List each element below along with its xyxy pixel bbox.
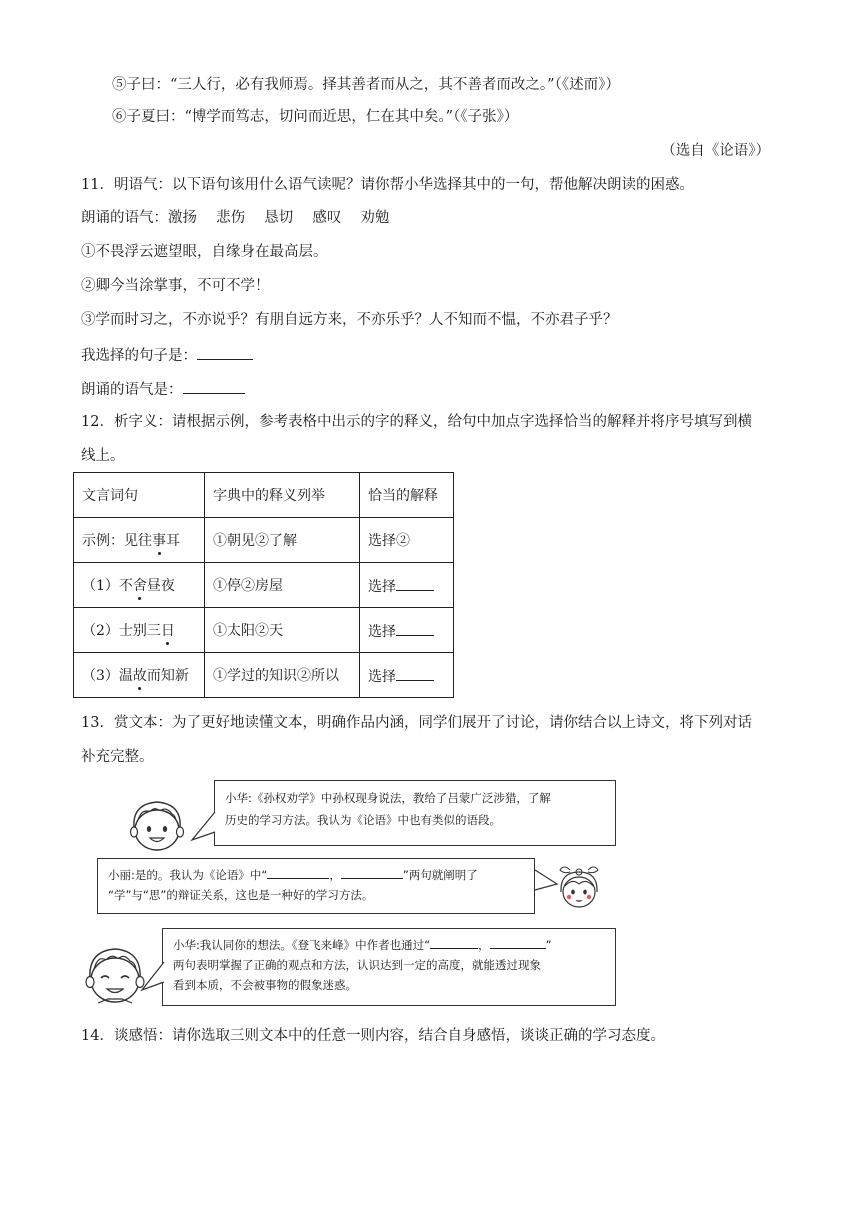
- meaning-cell: ①太阳②天: [205, 608, 360, 653]
- table-header-cell: 文言词句: [74, 473, 205, 518]
- q11-sentence-1: ①不畏浮云遮望眼，自缘身在最高层。: [81, 244, 328, 260]
- answer-label: 选择: [368, 668, 396, 685]
- dialogue-segment: ”两句就阐明了: [402, 868, 478, 882]
- quote-5: ⑤子曰：“三人行，必有我师焉。择其善者而从之，其不善者而改之。”（《述而》）: [112, 77, 620, 93]
- dotted-char: 故: [133, 665, 147, 685]
- dialogue-xiaohua-2: [162, 928, 616, 1006]
- dialogue-text: “学”与“思”的辩证关系，这也是一种好的学习方法。: [108, 888, 374, 902]
- phrase-text: （3）温: [82, 668, 133, 684]
- phrase-cell: [74, 518, 205, 563]
- answer-blank[interactable]: [396, 620, 434, 636]
- dialogue-text: 历史的学习方法。我认为《论语》中也有类似的语段。: [225, 813, 501, 827]
- speech-tail-left-icon: [190, 810, 218, 844]
- answer-blank[interactable]: [430, 936, 478, 949]
- dialogue-text: 看到本质，不会被事物的假象迷惑。: [173, 978, 357, 992]
- dialogue-xiaohua-1: [214, 780, 616, 846]
- answer-cell: [360, 653, 454, 698]
- q11-sentence-3: ③学而时习之，不亦说乎？有朋自远方来，不亦乐乎？人不知而不愠，不亦君子乎？: [81, 312, 618, 328]
- dialogue-text: [173, 935, 605, 955]
- answer-blank[interactable]: [490, 936, 546, 949]
- phrase-text: （2）士别三: [82, 623, 161, 639]
- dotted-char: 舍: [133, 575, 147, 595]
- answer-cell: [360, 608, 454, 653]
- q14-title: 14．谈感悟：请你选取三则文本中的任意一则内容，结合自身感悟，谈谈正确的学习态度。: [81, 1028, 665, 1044]
- speech-tail-left-icon: [140, 960, 166, 994]
- phrase-cell: [74, 563, 205, 608]
- dialogue-segment: ，: [329, 868, 341, 882]
- table-header-cell: 恰当的解释: [360, 473, 454, 518]
- girl-avatar-icon: [556, 862, 602, 912]
- dialogue-segment: 小华:我认同你的想法。《登飞来峰》中作者也通过“: [173, 938, 431, 952]
- phrase-cell: [74, 653, 205, 698]
- answer-blank[interactable]: [341, 866, 403, 879]
- q13-title-line1: 13．赏文本：为了更好地读懂文本，明确作品内涵，同学们展开了讨论，请你结合以上诗文，将下列对话: [81, 715, 752, 731]
- meaning-cell: ①学过的知识②所以: [205, 653, 360, 698]
- q11-chosen-label: 我选择的句子是：: [81, 348, 197, 364]
- dialogue-segment: ，: [478, 938, 490, 952]
- phrase-text: 耳: [166, 533, 180, 549]
- q13-title-line2: 补充完整。: [81, 749, 154, 765]
- answer-blank[interactable]: [396, 665, 434, 681]
- phrase-text: 昼夜: [146, 578, 175, 594]
- phrase-text: （1）不: [82, 578, 133, 594]
- q11-chosen-blank[interactable]: [197, 344, 253, 360]
- dialogue-text: 两句表明掌握了正确的观点和方法，认识达到一定的高度，就能透过现象: [173, 958, 541, 972]
- phrase-cell: [74, 608, 205, 653]
- q12-title-line2: 线上。: [81, 448, 125, 464]
- boy-avatar-icon: [128, 798, 186, 854]
- table-row: [74, 653, 454, 698]
- meaning-cell: ①停②房屋: [205, 563, 360, 608]
- definition-table: [73, 472, 454, 698]
- dialogue-segment: 小丽:是的。我认为《论语》中“: [108, 868, 268, 882]
- table-row: [74, 563, 454, 608]
- dialogue-segment: ”: [545, 938, 552, 952]
- quote-6: ⑥子夏曰：“博学而笃志，切问而近思，仁在其中矣。”（《子张》）: [112, 109, 519, 125]
- dialogue-text: 小华:《孙权劝学》中孙权现身说法，教给了吕蒙广泛涉猎，了解: [225, 791, 551, 805]
- meaning-cell: ①朝见②了解: [205, 518, 360, 563]
- q11-title: 11．明语气：以下语句该用什么语气读呢？请你帮小华选择其中的一句，帮他解决朗读的困惑。: [81, 177, 694, 193]
- table-header-row: [74, 473, 454, 518]
- answer-blank[interactable]: [396, 575, 434, 591]
- q11-tone-label: 朗诵的语气是：: [81, 382, 183, 398]
- q11-chosen-line: [81, 344, 253, 366]
- boy-avatar-icon: [84, 945, 146, 1007]
- answer-label: 选择: [368, 578, 396, 595]
- phrase-text: 而知新: [146, 668, 189, 684]
- answer-label: 选择: [368, 623, 396, 640]
- dotted-char: 日: [161, 620, 175, 640]
- table-row: [74, 608, 454, 653]
- answer-cell: [360, 563, 454, 608]
- q11-sentence-2: ②卿今当涂掌事，不可不学！: [81, 278, 270, 294]
- answer-cell: 选择②: [360, 518, 454, 563]
- dotted-char: 事: [152, 530, 166, 550]
- source-note: （选自《论语》）: [661, 143, 770, 159]
- q11-tone-blank[interactable]: [183, 378, 245, 394]
- dialogue-xiaoli: [97, 858, 535, 914]
- q11-tone-options: 朗诵的语气：激扬 悲伤 恳切 感叹 劝勉: [81, 210, 390, 226]
- q12-title-line1: 12．析字义：请根据示例，参考表格中出示的字的释义，给句中加点字选择恰当的解释并将序号填写到横: [81, 414, 752, 430]
- answer-blank[interactable]: [267, 866, 329, 879]
- dialogue-text: [108, 865, 524, 885]
- q11-tone-line: [81, 378, 245, 400]
- table-row: [74, 518, 454, 563]
- phrase-text: 示例：见往: [82, 533, 152, 549]
- table-header-cell: 字典中的释义列举: [205, 473, 360, 518]
